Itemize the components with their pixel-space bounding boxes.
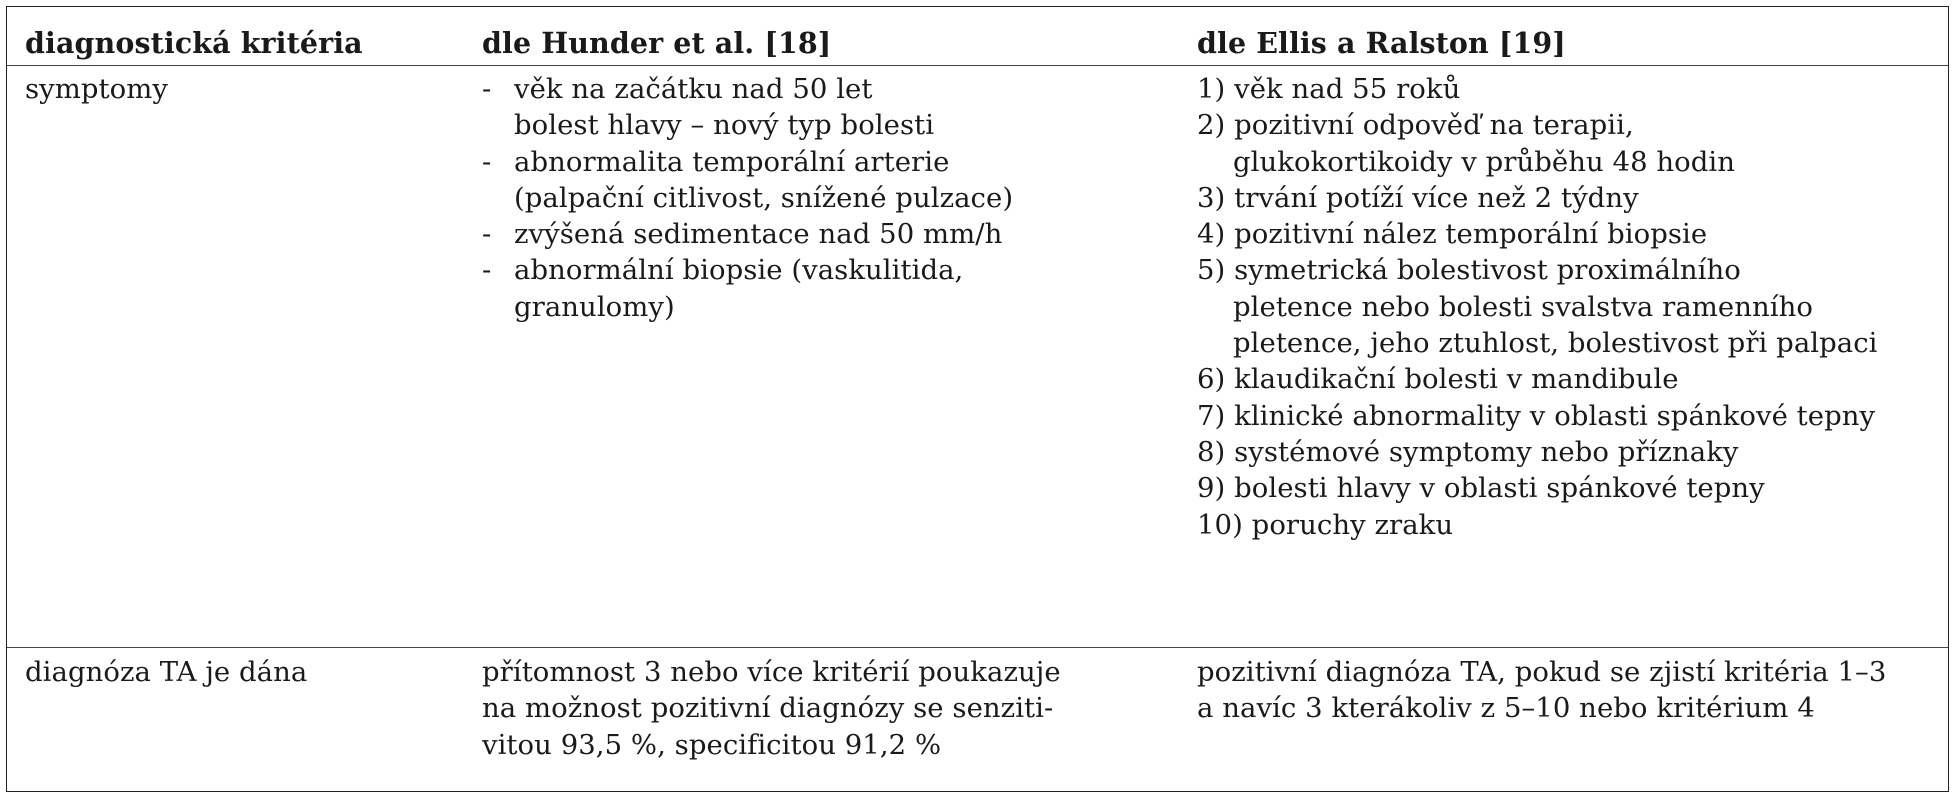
column-header	[25, 17, 455, 69]
text-line: pozitivní diagnóza TA, pokud se zjistí kritéria 1–3	[1197, 656, 1887, 688]
numbered-item: 1) věk nad 55 roků	[1197, 73, 1461, 105]
list-item-text: věk na začátku nad 50 let	[514, 73, 873, 105]
row-label: symptomy	[25, 73, 168, 105]
bullet-dash: -	[482, 73, 492, 105]
header-hunder: dle Hunder et al. [18]	[482, 26, 832, 60]
list-item-continuation: bolest hlavy – nový typ bolesti	[514, 109, 935, 142]
ellis-diagnosis-cell	[1197, 654, 1886, 727]
header-ellis: dle Ellis a Ralston [19]	[1197, 26, 1566, 60]
list-item-continuation: granulomy)	[514, 290, 675, 323]
column-header	[1197, 17, 1937, 69]
numbered-item: 7) klinické abnormality v oblasti spánkové tepny	[1197, 399, 1876, 432]
numbered-item: 4) pozitivní nález temporální biopsie	[1197, 218, 1708, 251]
criteria-table	[6, 6, 1949, 792]
list-item	[482, 144, 1013, 180]
list-item-continuation: (palpační citlivost, snížené pulzace)	[514, 181, 1014, 214]
row-label: diagnóza TA je dána	[25, 656, 308, 688]
numbered-item-continuation: glukokortikoidy v průběhu 48 hodin	[1233, 145, 1736, 178]
hunder-diagnosis-cell	[482, 654, 1061, 763]
column-header	[482, 17, 1182, 69]
numbered-item-continuation: pletence, jeho ztuhlost, bolestivost při palpaci	[1233, 327, 1878, 360]
row-divider	[7, 647, 1948, 648]
numbered-item: 8) systémové symptomy nebo příznaky	[1197, 435, 1739, 468]
text-line: a navíc 3 kterákoliv z 5–10 nebo kritérium 4	[1197, 692, 1815, 725]
text-line: přítomnost 3 nebo více kritérií poukazuje	[482, 656, 1061, 688]
numbered-item: 2) pozitivní odpověď na terapii,	[1197, 109, 1634, 142]
bullet-dash: -	[482, 254, 492, 287]
list-item-text: abnormální biopsie (vaskulitida,	[514, 254, 964, 287]
list-item	[482, 216, 1013, 252]
list-item	[482, 252, 1013, 288]
header-criteria: diagnostická kritéria	[25, 26, 363, 60]
text-line: na možnost pozitivní diagnózy se senziti-	[482, 692, 1054, 725]
numbered-item-continuation: pletence nebo bolesti svalstva ramenního	[1233, 290, 1813, 323]
hunder-symptoms-cell	[482, 71, 1013, 325]
text-line: vitou 93,5 %, specificitou 91,2 %	[482, 728, 942, 761]
numbered-item: 9) bolesti hlavy v oblasti spánkové tepny	[1197, 472, 1765, 505]
list-item-text: zvýšená sedimentace nad 50 mm/h	[514, 218, 1003, 251]
row-label-diagnosis	[25, 654, 307, 690]
numbered-item: 5) symetrická bolestivost proximálního	[1197, 254, 1741, 287]
numbered-item: 3) trvání potíží více než 2 týdny	[1197, 181, 1639, 214]
list-item-text: abnormalita temporální arterie	[514, 145, 950, 178]
row-label-symptoms	[25, 71, 168, 107]
numbered-item: 6) klaudikační bolesti v mandibule	[1197, 363, 1679, 396]
ellis-symptoms-cell	[1197, 71, 1878, 543]
numbered-item: 10) poruchy zraku	[1197, 508, 1454, 541]
list-item	[482, 71, 1013, 107]
bullet-dash: -	[482, 145, 492, 178]
bullet-dash: -	[482, 218, 492, 251]
